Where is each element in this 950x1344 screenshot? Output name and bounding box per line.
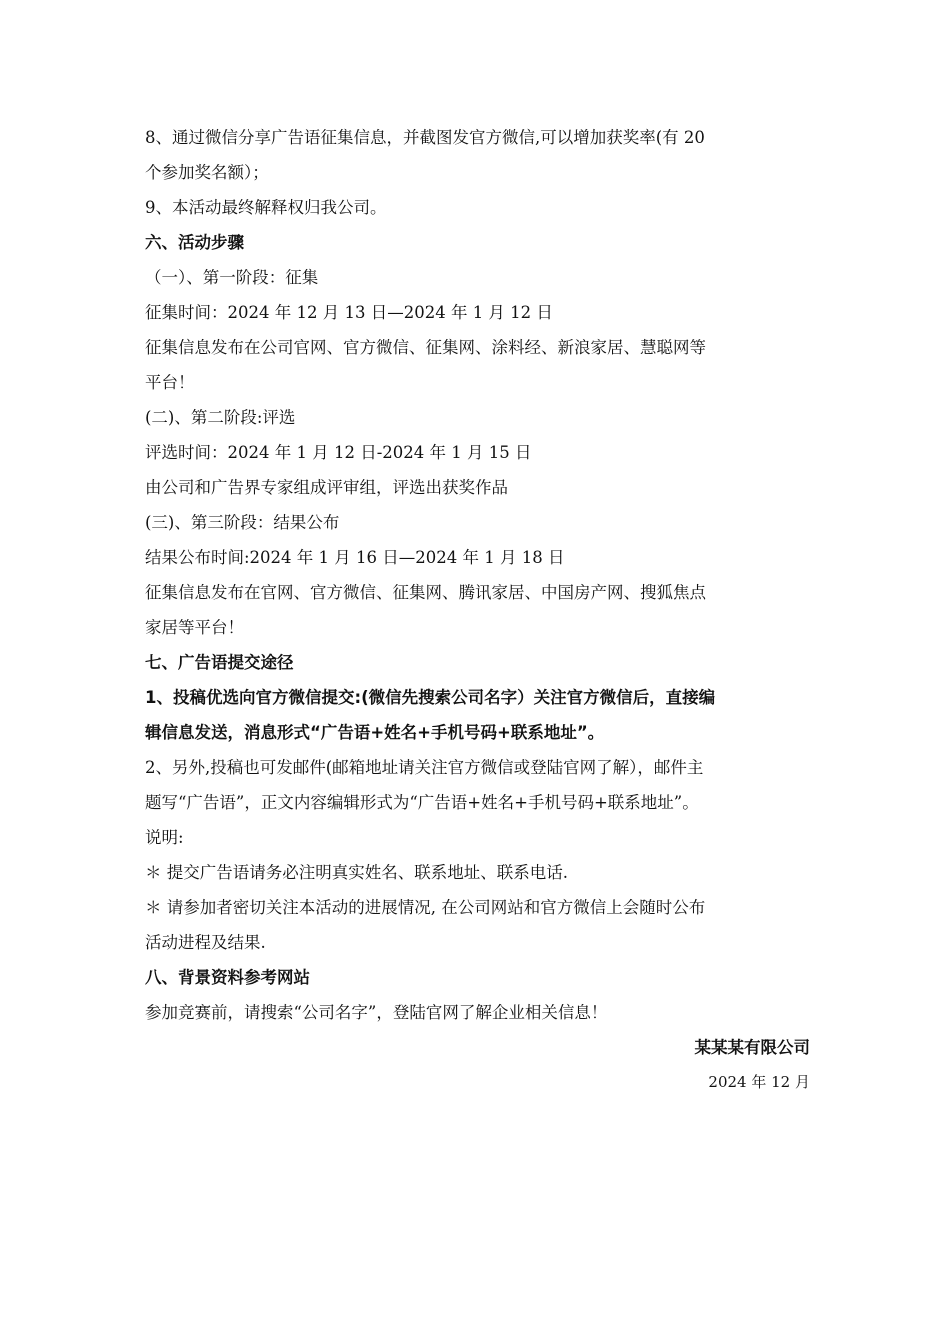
text-line: 评选时间：2024 年 1 月 12 日-2024 年 1 月 15 日 [145,443,532,462]
text-line: 8、通过微信分享广告语征集信息，并截图发官方微信,可以增加获奖率(有 20 [145,128,705,147]
text-line: 活动进程及结果. [145,933,266,952]
text-line: 2、另外,投稿也可发邮件(邮箱地址请关注官方微信或登陆官网了解），邮件主 [145,758,704,777]
text-line: 平台！ [145,373,195,392]
bold-text-line: 1、投稿优选向官方微信提交:(微信先搜索公司名字）关注官方微信后，直接编 [145,688,716,707]
text-line: (二)、第二阶段:评选 [145,408,296,427]
bold-text-line: 辑信息发送，消息形式“广告语+姓名+手机号码+联系地址”。 [145,723,605,742]
text-line: 说明: [145,828,184,847]
document-body [145,120,810,1100]
text-line: 个参加奖名额）； [145,163,269,182]
text-line: 征集时间：2024 年 12 月 13 日—2024 年 1 月 12 日 [145,303,553,322]
text-line: 结果公布时间:2024 年 1 月 16 日—2024 年 1 月 18 日 [145,548,565,567]
note-line: ＊ 请参加者密切关注本活动的进展情况, 在公司网站和官方微信上会随时公布 [145,898,706,917]
text-line: 题写“广告语”，正文内容编辑形式为“广告语+姓名+手机号码+联系地址”。 [145,793,699,812]
section-heading: 七、广告语提交途径 [145,653,294,672]
text-line: 家居等平台！ [145,618,244,637]
signature-date: 2024 年 12 月 [708,1073,810,1091]
text-line: 由公司和广告界专家组成评审组，评选出获奖作品 [145,478,508,497]
text-line: (三)、第三阶段：结果公布 [145,513,340,532]
text-line: 征集信息发布在官网、官方微信、征集网、腾讯家居、中国房产网、搜狐焦点 [145,583,706,602]
text-line: 参加竞赛前，请搜索“公司名字”，登陆官网了解企业相关信息！ [145,1003,608,1022]
text-line: 9、本活动最终解释权归我公司。 [145,198,387,217]
text-line: （一）、第一阶段：征集 [145,268,319,287]
section-heading: 八、背景资料参考网站 [145,968,310,987]
section-heading: 六、活动步骤 [145,233,244,252]
note-line: ＊ 提交广告语请务必注明真实姓名、联系地址、联系电话. [145,863,568,882]
text-line: 征集信息发布在公司官网、官方微信、征集网、涂料经、新浪家居、慧聪网等 [145,338,706,357]
signature-company: 某某某有限公司 [694,1038,810,1057]
